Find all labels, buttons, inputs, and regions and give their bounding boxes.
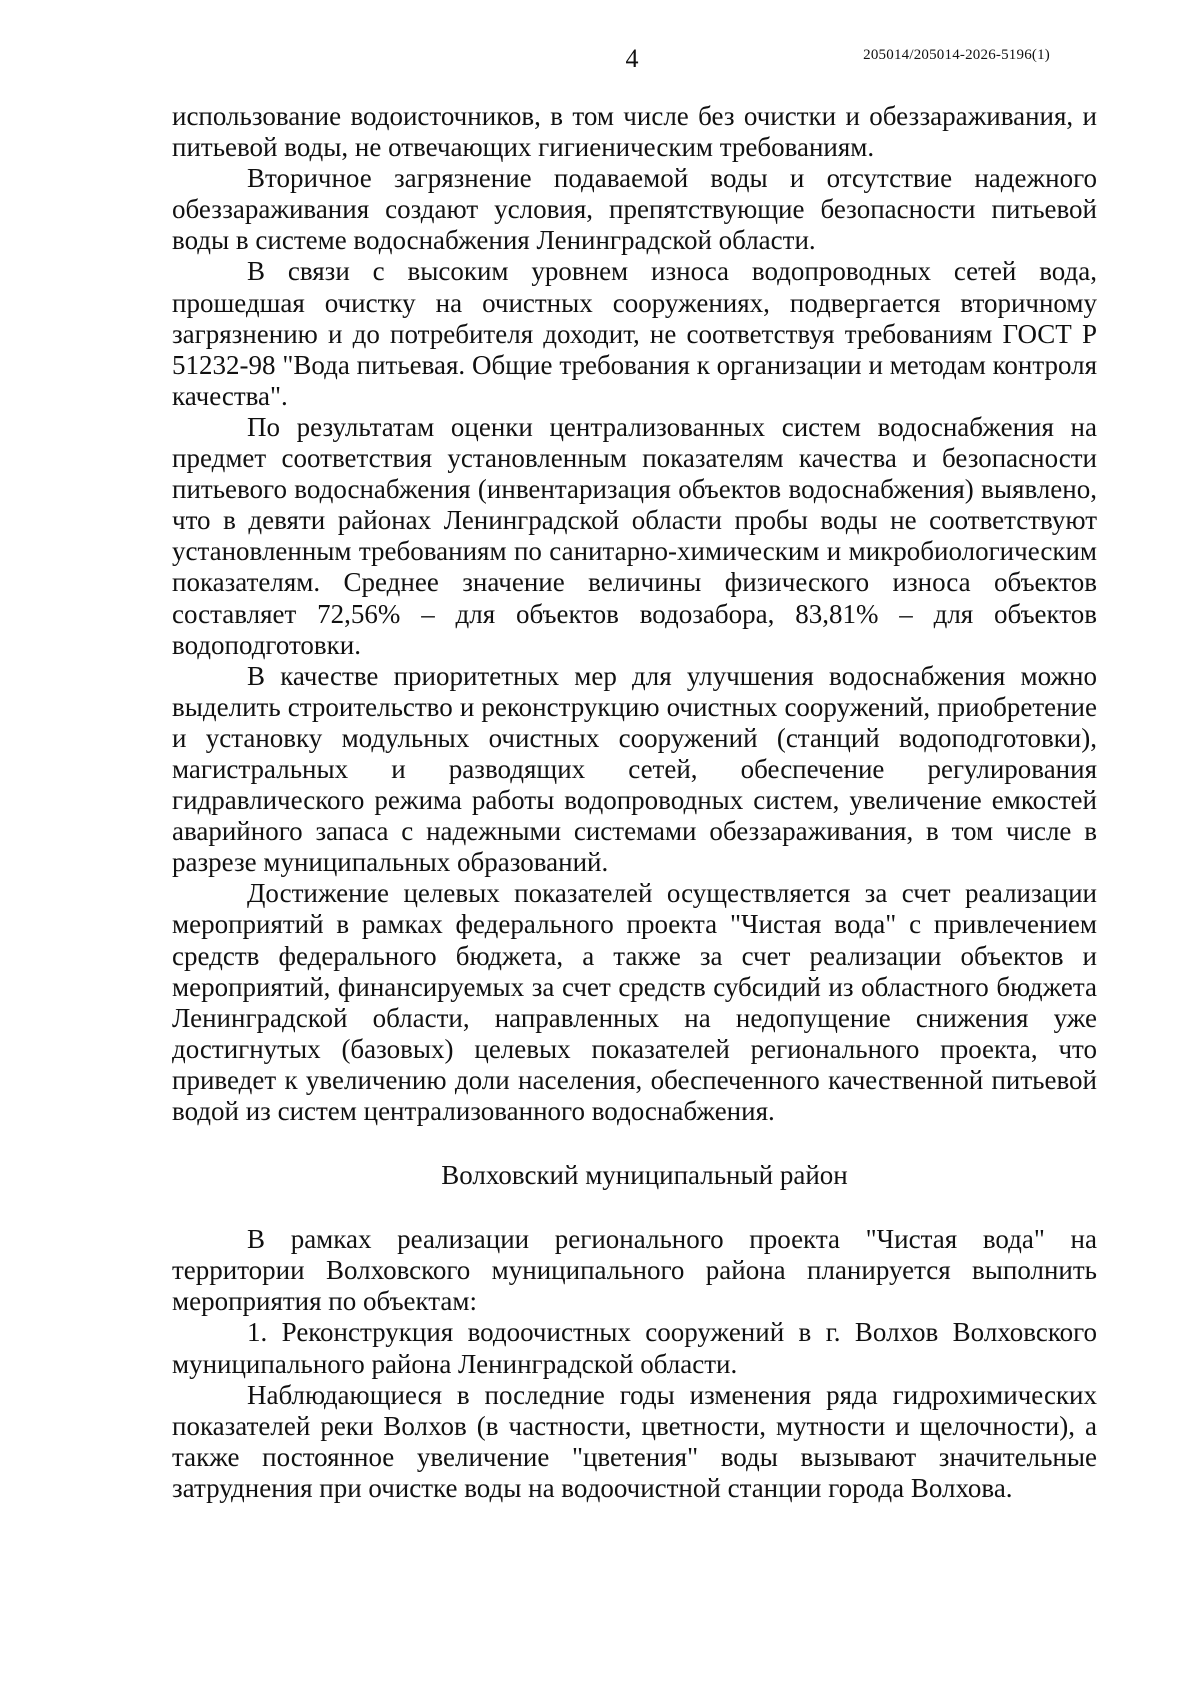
paragraph-9: Наблюдающиеся в последние годы изменения ряда гидрохимических показателей реки Волхов (в частности, цветности, мутности и щелочности), а также постоянное увеличение "цветения" воды вызывают значительные затруднения при очистке воды на водоочистной станции города Волхова. <box>172 1379 1097 1503</box>
paragraph-4: По результатам оценки централизованных систем водоснабжения на предмет соответствия установленным показателям качества и безопасности питьевого водоснабжения (инвентаризация объектов водоснабжения) выявлено, что в девяти районах Ленинградской области пробы воды не соответствуют установленным требованиям по санитарно-химическим и микробиологическим показателям. Среднее значение величины физического износа объектов составляет 72,56% – для объектов водозабора, 83,81% – для объектов водоподготовки. <box>172 411 1097 660</box>
section-heading: Волховский муниципальный район <box>441 1160 848 1191</box>
paragraph-2: Вторичное загрязнение подаваемой воды и отсутствие надежного обеззараживания создают условия, препятствующие безопасности питьевой воды в системе водоснабжения Ленинградской области. <box>172 163 1097 256</box>
paragraph-5: В качестве приоритетных мер для улучшения водоснабжения можно выделить строительство и реконструкцию очистных сооружений, приобретение и установку модульных очистных сооружений (станций водоподготовки), магистральных и разводящих сетей, обеспечение регулирования гидравлического режима работы водопроводных систем, увеличение емкостей аварийного запаса с надежными системами обеззараживания, в том числе в разрезе муниципальных образований. <box>172 660 1097 878</box>
paragraph-8: 1. Реконструкция водоочистных сооружений в г. Волхов Волховского муниципального района Ленинградской области. <box>172 1317 1097 1379</box>
paragraph-7: В рамках реализации регионального проекта "Чистая вода" на территории Волховского муниципального района планируется выполнить мероприятия по объектам: <box>172 1224 1097 1317</box>
page-number: 4 <box>625 44 639 73</box>
document-body <box>172 101 1097 1504</box>
paragraph-3: В связи с высоким уровнем износа водопроводных сетей вода, прошедшая очистку на очистных сооружениях, подвергается вторичному загрязнению и до потребителя доходит, не соответствуя требованиям ГОСТ Р 51232-98 "Вода питьевая. Общие требования к организации и методам контроля качества". <box>172 256 1097 411</box>
paragraph-6: Достижение целевых показателей осуществляется за счет реализации мероприятий в рамках федерального проекта "Чистая вода" с привлечением средств федерального бюджета, а также за счет реализации объектов и мероприятий, финансируемых за счет средств субсидий из областного бюджета Ленинградской области, направленных на недопущение снижения уже достигнутых (базовых) целевых показателей регионального проекта, что приведет к увеличению доли населения, обеспеченного качественной питьевой водой из систем централизованного водоснабжения. <box>172 878 1097 1126</box>
paragraph-1: использование водоисточников, в том числе без очистки и обеззараживания, и питьевой воды, не отвечающих гигиеническим требованиям. <box>172 101 1097 163</box>
document-reference: 205014/205014-2026-5196(1) <box>863 47 1050 63</box>
